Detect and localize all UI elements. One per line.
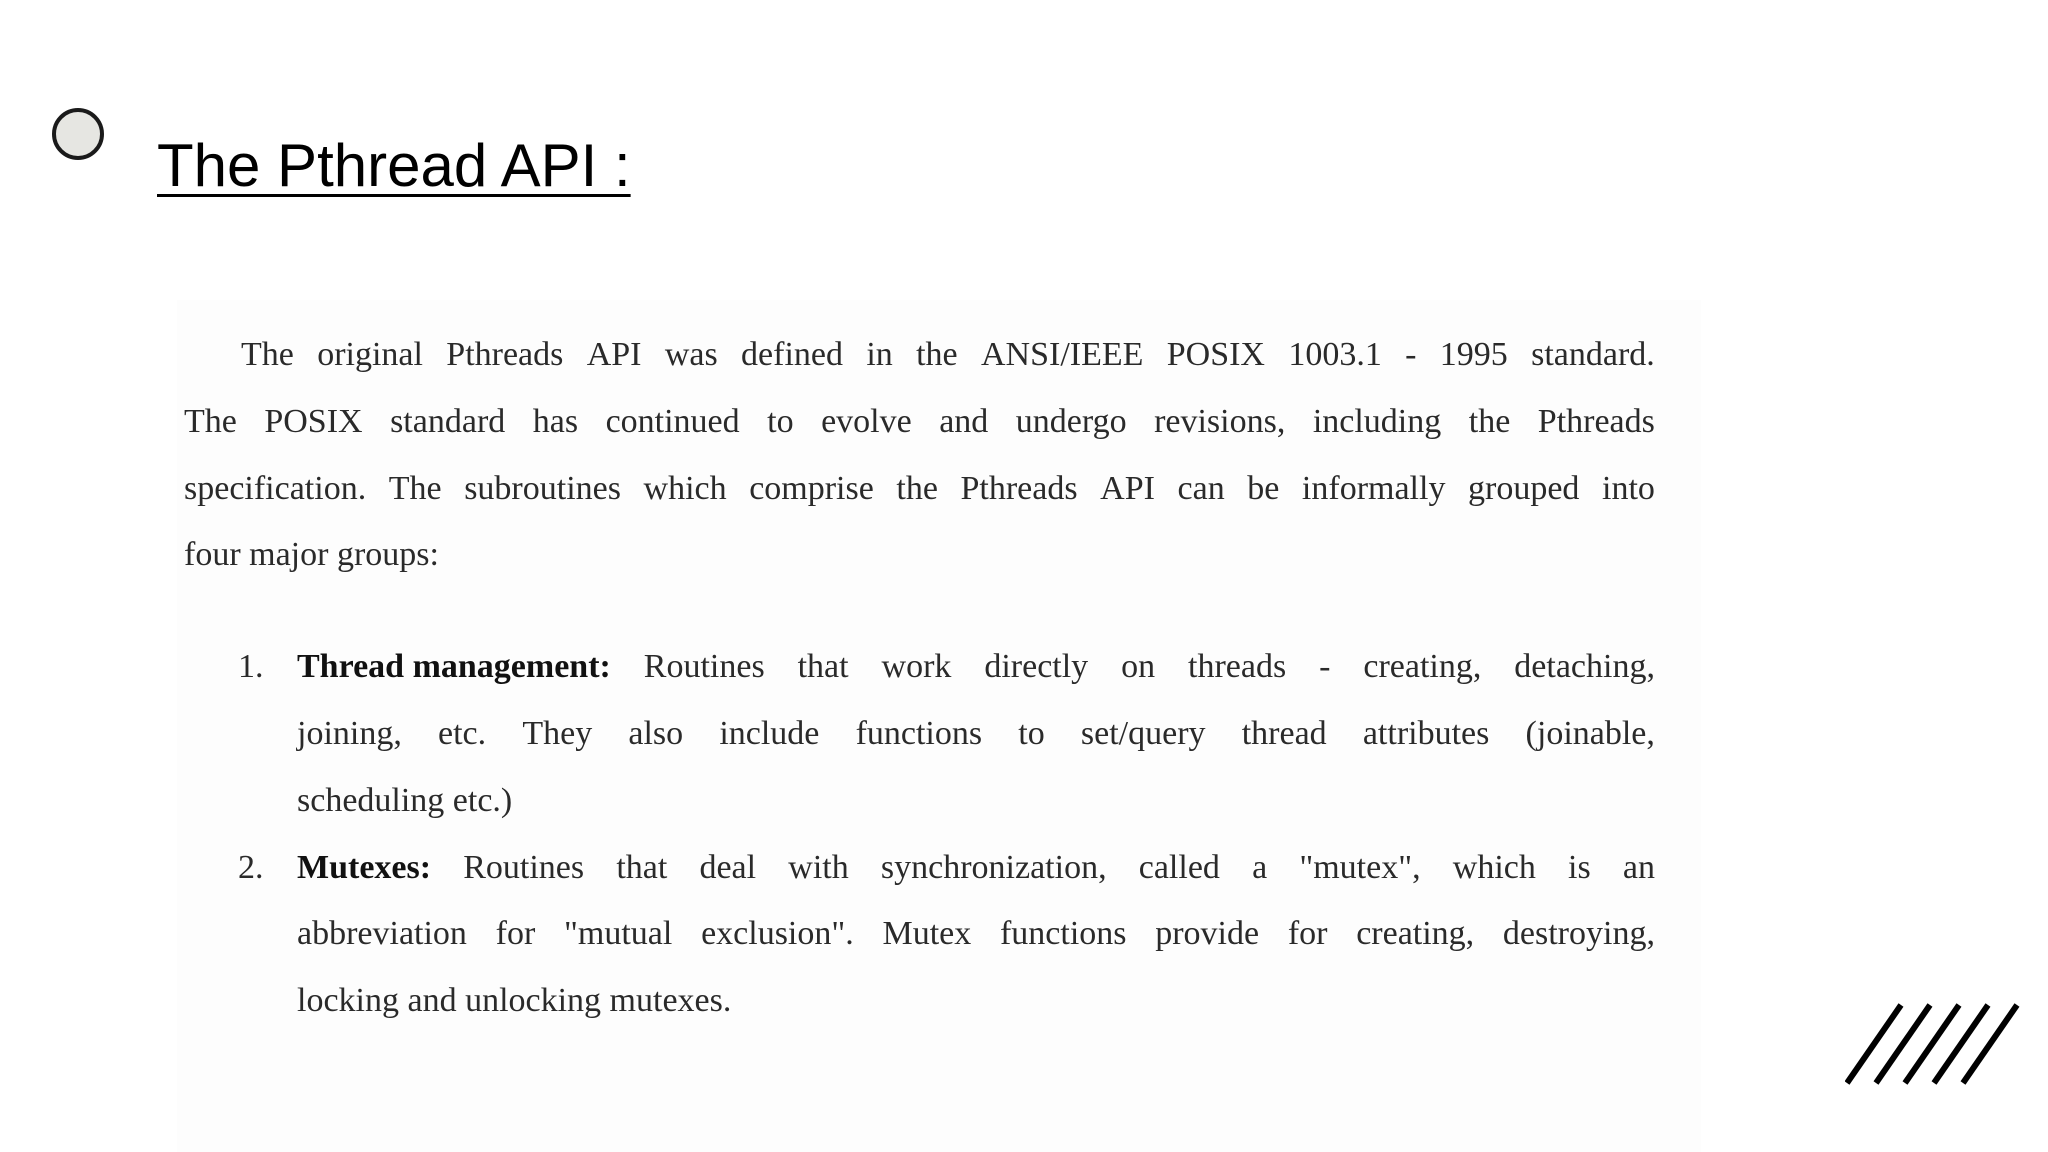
intro-word: informally [1301,470,1446,507]
list-word: - [1319,648,1331,685]
list-word: an [1622,849,1655,886]
intro-word: - [1405,336,1417,373]
intro-word: Pthreads [446,336,564,373]
intro-word: POSIX [264,403,363,440]
intro-word: into [1602,470,1655,507]
circle-bullet-icon [52,108,104,160]
list-word: threads [1188,648,1287,685]
list-word: (joinable, [1525,715,1655,752]
list-word: on [1121,648,1156,685]
intro-word: The [388,470,442,507]
intro-line-4: four major groups: [184,536,439,573]
list-word: which [1452,849,1536,886]
list-word: creating, [1363,648,1482,685]
intro-word: the [896,470,938,507]
list-word: set/query [1080,715,1206,752]
intro-word: in [866,336,893,373]
intro-word: including [1312,403,1442,440]
intro-word: the [1468,403,1511,440]
list-word: etc. [438,715,487,752]
intro-word: evolve [821,403,912,440]
intro-word: The [184,403,237,440]
intro-word: continued [605,403,740,440]
intro-word: comprise [749,470,874,507]
list-word: synchronization, [880,849,1107,886]
intro-word: and [939,403,989,440]
intro-word: be [1247,470,1280,507]
list-word: thread [1241,715,1327,752]
list-word: include [719,715,820,752]
list-item-line-3: locking and unlocking mutexes. [297,982,732,1019]
intro-line-1 [241,338,1655,372]
list-word: functions [855,715,983,752]
intro-word: API [586,336,642,373]
list-word: a [1252,849,1268,886]
diagonal-lines-icon [1845,1003,2025,1085]
intro-word: original [317,336,423,373]
list-word: "mutual [564,915,673,952]
intro-word: ANSI/IEEE [980,336,1144,373]
intro-word: Pthreads [960,470,1078,507]
list-item-line-3: scheduling etc.) [297,782,513,819]
intro-word: standard [390,403,506,440]
intro-word: 1995 [1439,336,1508,373]
list-item-term: Thread management: [297,648,611,685]
list-word: Routines [463,849,585,886]
list-word: Mutex [882,915,972,952]
intro-word: subroutines [464,470,621,507]
list-word: to [1018,715,1045,752]
list-word: joining, [297,715,402,752]
list-word: detaching, [1514,648,1655,685]
intro-word: can [1177,470,1225,507]
list-word: "mutex", [1299,849,1421,886]
list-word: exclusion". [701,915,854,952]
list-word: for [1287,915,1328,952]
intro-line-3 [184,472,1655,506]
intro-word: the [916,336,958,373]
intro-word: which [643,470,727,507]
intro-line-2 [184,405,1655,439]
intro-word: Pthreads [1537,403,1655,440]
document-excerpt-image [177,300,1701,1152]
list-word: for [495,915,536,952]
list-word: work [881,648,952,685]
list-word: that [797,648,849,685]
list-word: provide [1155,915,1260,952]
list-item-line-1 [297,851,1655,885]
list-item-line-1 [297,650,1655,684]
list-word: attributes [1362,715,1490,752]
list-word: is [1568,849,1591,886]
list-word: abbreviation [297,915,467,952]
list-word: Routines [643,648,765,685]
list-word: called [1138,849,1220,886]
list-word: creating, [1356,915,1475,952]
intro-word: API [1100,470,1155,507]
slide-title: The Pthread API : [157,132,631,199]
list-word: directly [984,648,1089,685]
list-word: They [522,715,593,752]
intro-word: undergo [1015,403,1127,440]
intro-word: The [241,336,294,373]
intro-word: standard. [1531,336,1655,373]
intro-word: specification. [184,470,367,507]
list-word: also [628,715,684,752]
intro-word: POSIX [1166,336,1265,373]
list-word: functions [999,915,1127,952]
list-item-number: 1. [238,648,264,685]
intro-word: to [767,403,794,440]
intro-word: grouped [1468,470,1580,507]
list-word: with [788,849,849,886]
list-item-line-2 [297,917,1655,951]
intro-word: defined [741,336,843,373]
list-word: deal [699,849,757,886]
intro-word: has [532,403,579,440]
list-word: that [616,849,668,886]
list-item-term: Mutexes: [297,849,432,886]
list-item-number: 2. [238,849,264,886]
intro-word: was [664,336,718,373]
intro-word: revisions, [1154,403,1286,440]
list-item-line-2 [297,717,1655,751]
list-word: destroying, [1502,915,1655,952]
intro-word: 1003.1 [1288,336,1382,373]
